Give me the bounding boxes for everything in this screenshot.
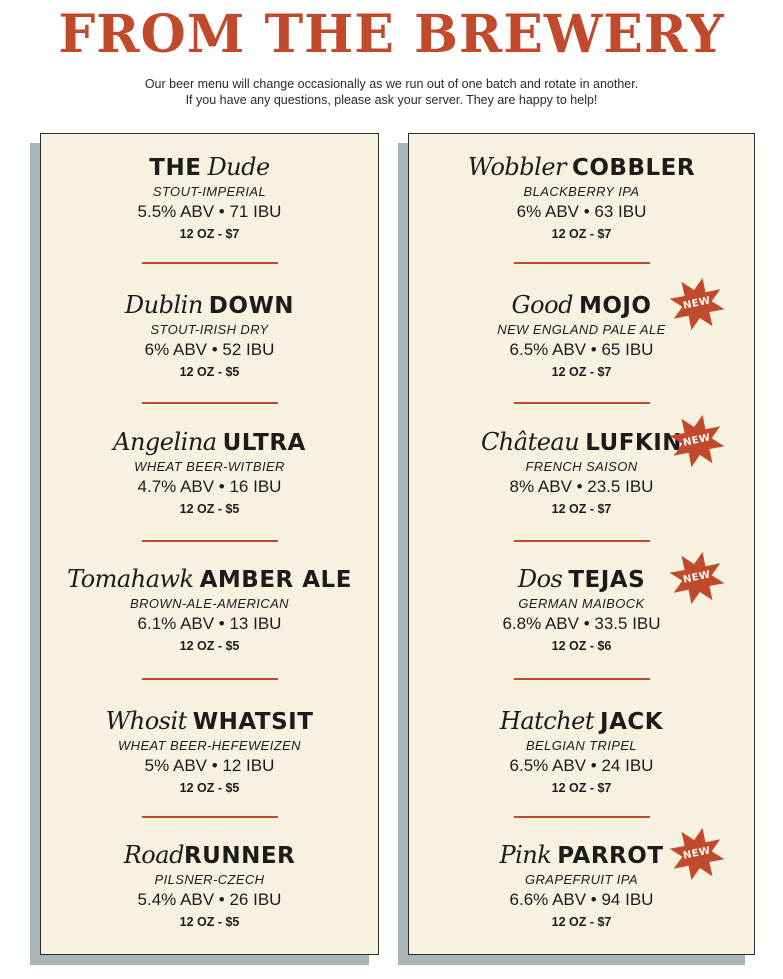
- beer-name: [41, 706, 378, 736]
- new-badge-label: NEW: [682, 569, 712, 586]
- beer-name-script: Tomahawk: [67, 565, 194, 593]
- divider-rule: [514, 816, 650, 818]
- left-menu-panel: [40, 133, 379, 955]
- beer-style: BELGIAN TRIPEL: [525, 738, 638, 753]
- beer-abv-ibu: 6.5% ABV • 24 IBU: [509, 756, 654, 775]
- beer-name-script: Angelina: [113, 428, 217, 456]
- beer-style: WHEAT BEER-HEFEWEIZEN: [118, 738, 301, 753]
- divider-rule: [514, 262, 650, 264]
- divider-rule: [514, 678, 650, 680]
- beer-name-bold: MOJO: [578, 293, 652, 319]
- beer-abv-ibu: 6% ABV • 63 IBU: [516, 202, 647, 221]
- beer-name-script: Road: [123, 841, 184, 869]
- beer-price: 12 OZ - $5: [179, 365, 240, 379]
- divider-rule: [514, 540, 650, 542]
- beer-name-script: Wobbler: [467, 153, 566, 181]
- beer-name-script: Dublin: [124, 291, 203, 319]
- intro-text: [0, 76, 783, 108]
- left-beer-item: [41, 706, 378, 798]
- beer-name: [409, 706, 754, 736]
- divider-rule: [142, 402, 278, 404]
- left-beer-item: [41, 840, 378, 932]
- beer-name-bold: LUFKIN: [585, 430, 683, 456]
- beer-name-script: Dos: [517, 565, 563, 593]
- beer-name-script: Pink: [499, 841, 552, 869]
- beer-name: [41, 840, 378, 870]
- beer-style: NEW ENGLAND PALE ALE: [497, 322, 666, 337]
- beer-name-script: Hatchet: [499, 707, 595, 735]
- beer-price: 12 OZ - $7: [179, 227, 240, 241]
- beer-name-bold: THE: [149, 155, 202, 181]
- beer-style: BROWN-ALE-AMERICAN: [130, 596, 289, 611]
- beer-style: GERMAN MAIBOCK: [518, 596, 645, 611]
- divider-rule: [142, 678, 278, 680]
- beer-style: BLACKBERRY IPA: [523, 184, 640, 199]
- divider-rule: [142, 540, 278, 542]
- beer-style: STOUT-IRISH DRY: [150, 322, 269, 337]
- beer-style: GRAPEFRUIT IPA: [525, 872, 638, 887]
- beer-price: 12 OZ - $7: [551, 915, 612, 929]
- beer-abv-ibu: 6.8% ABV • 33.5 IBU: [502, 614, 661, 633]
- divider-rule: [142, 262, 278, 264]
- beer-price: 12 OZ - $5: [179, 915, 240, 929]
- beer-abv-ibu: 5% ABV • 12 IBU: [144, 756, 275, 775]
- left-beer-item: [41, 427, 378, 519]
- new-badge: [667, 276, 727, 332]
- beer-abv-ibu: 8% ABV • 23.5 IBU: [509, 477, 654, 496]
- right-beer-item: [409, 706, 754, 798]
- beer-abv-ibu: 4.7% ABV • 16 IBU: [137, 477, 282, 496]
- page-title: FROM THE BREWERY: [58, 4, 725, 65]
- beer-name-bold: TEJAS: [568, 567, 646, 593]
- beer-name-script: Good: [511, 291, 573, 319]
- new-badge: [667, 826, 727, 882]
- beer-abv-ibu: 6.5% ABV • 65 IBU: [509, 340, 654, 359]
- beer-abv-ibu: 6.1% ABV • 13 IBU: [137, 614, 282, 633]
- beer-name-bold: ULTRA: [222, 430, 306, 456]
- beer-name: [41, 427, 378, 457]
- beer-name-bold: DOWN: [208, 293, 295, 319]
- beer-name-bold: AMBER ALE: [199, 567, 352, 593]
- new-badge-label: NEW: [682, 295, 712, 312]
- beer-price: 12 OZ - $7: [551, 502, 612, 516]
- beer-name-bold: WHATSIT: [192, 709, 314, 735]
- beer-style: FRENCH SAISON: [525, 459, 638, 474]
- beer-price: 12 OZ - $7: [551, 227, 612, 241]
- left-beer-item: [41, 152, 378, 244]
- beer-abv-ibu: 6% ABV • 52 IBU: [144, 340, 275, 359]
- beer-name: [41, 290, 378, 320]
- beer-name: [41, 564, 378, 594]
- beer-price: 12 OZ - $6: [551, 639, 612, 653]
- beer-name-bold: COBBLER: [572, 155, 696, 181]
- beer-price: 12 OZ - $5: [179, 781, 240, 795]
- beer-abv-ibu: 6.6% ABV • 94 IBU: [509, 890, 654, 909]
- beer-price: 12 OZ - $5: [179, 502, 240, 516]
- new-badge: [667, 413, 727, 469]
- beer-price: 12 OZ - $7: [551, 781, 612, 795]
- beer-name: [41, 152, 378, 182]
- beer-price: 12 OZ - $5: [179, 639, 240, 653]
- beer-abv-ibu: 5.4% ABV • 26 IBU: [137, 890, 282, 909]
- right-menu-panel: [408, 133, 755, 955]
- new-badge: [667, 550, 727, 606]
- beer-name-bold: PARROT: [557, 843, 664, 869]
- beer-abv-ibu: 5.5% ABV • 71 IBU: [137, 202, 282, 221]
- beer-name-bold: RUNNER: [183, 843, 296, 869]
- beer-price: 12 OZ - $7: [551, 365, 612, 379]
- intro-line-2: If you have any questions, please ask your server. They are happy to help!: [185, 93, 598, 107]
- left-beer-item: [41, 290, 378, 382]
- beer-name-script: Whosit: [105, 707, 187, 735]
- right-beer-item: [409, 152, 754, 244]
- beer-style: STOUT-IMPERIAL: [152, 184, 267, 199]
- beer-name-bold: JACK: [600, 709, 664, 735]
- divider-rule: [514, 402, 650, 404]
- beer-style: WHEAT BEER-WITBIER: [134, 459, 285, 474]
- beer-name-script: Dude: [207, 153, 270, 181]
- beer-style: PILSNER-CZECH: [154, 872, 265, 887]
- new-badge-label: NEW: [682, 432, 712, 449]
- left-beer-item: [41, 564, 378, 656]
- intro-line-1: Our beer menu will change occasionally as we run out of one batch and rotate in another.: [144, 77, 639, 91]
- beer-name: [409, 152, 754, 182]
- beer-name-script: Château: [480, 428, 580, 456]
- divider-rule: [142, 816, 278, 818]
- new-badge-label: NEW: [682, 845, 712, 862]
